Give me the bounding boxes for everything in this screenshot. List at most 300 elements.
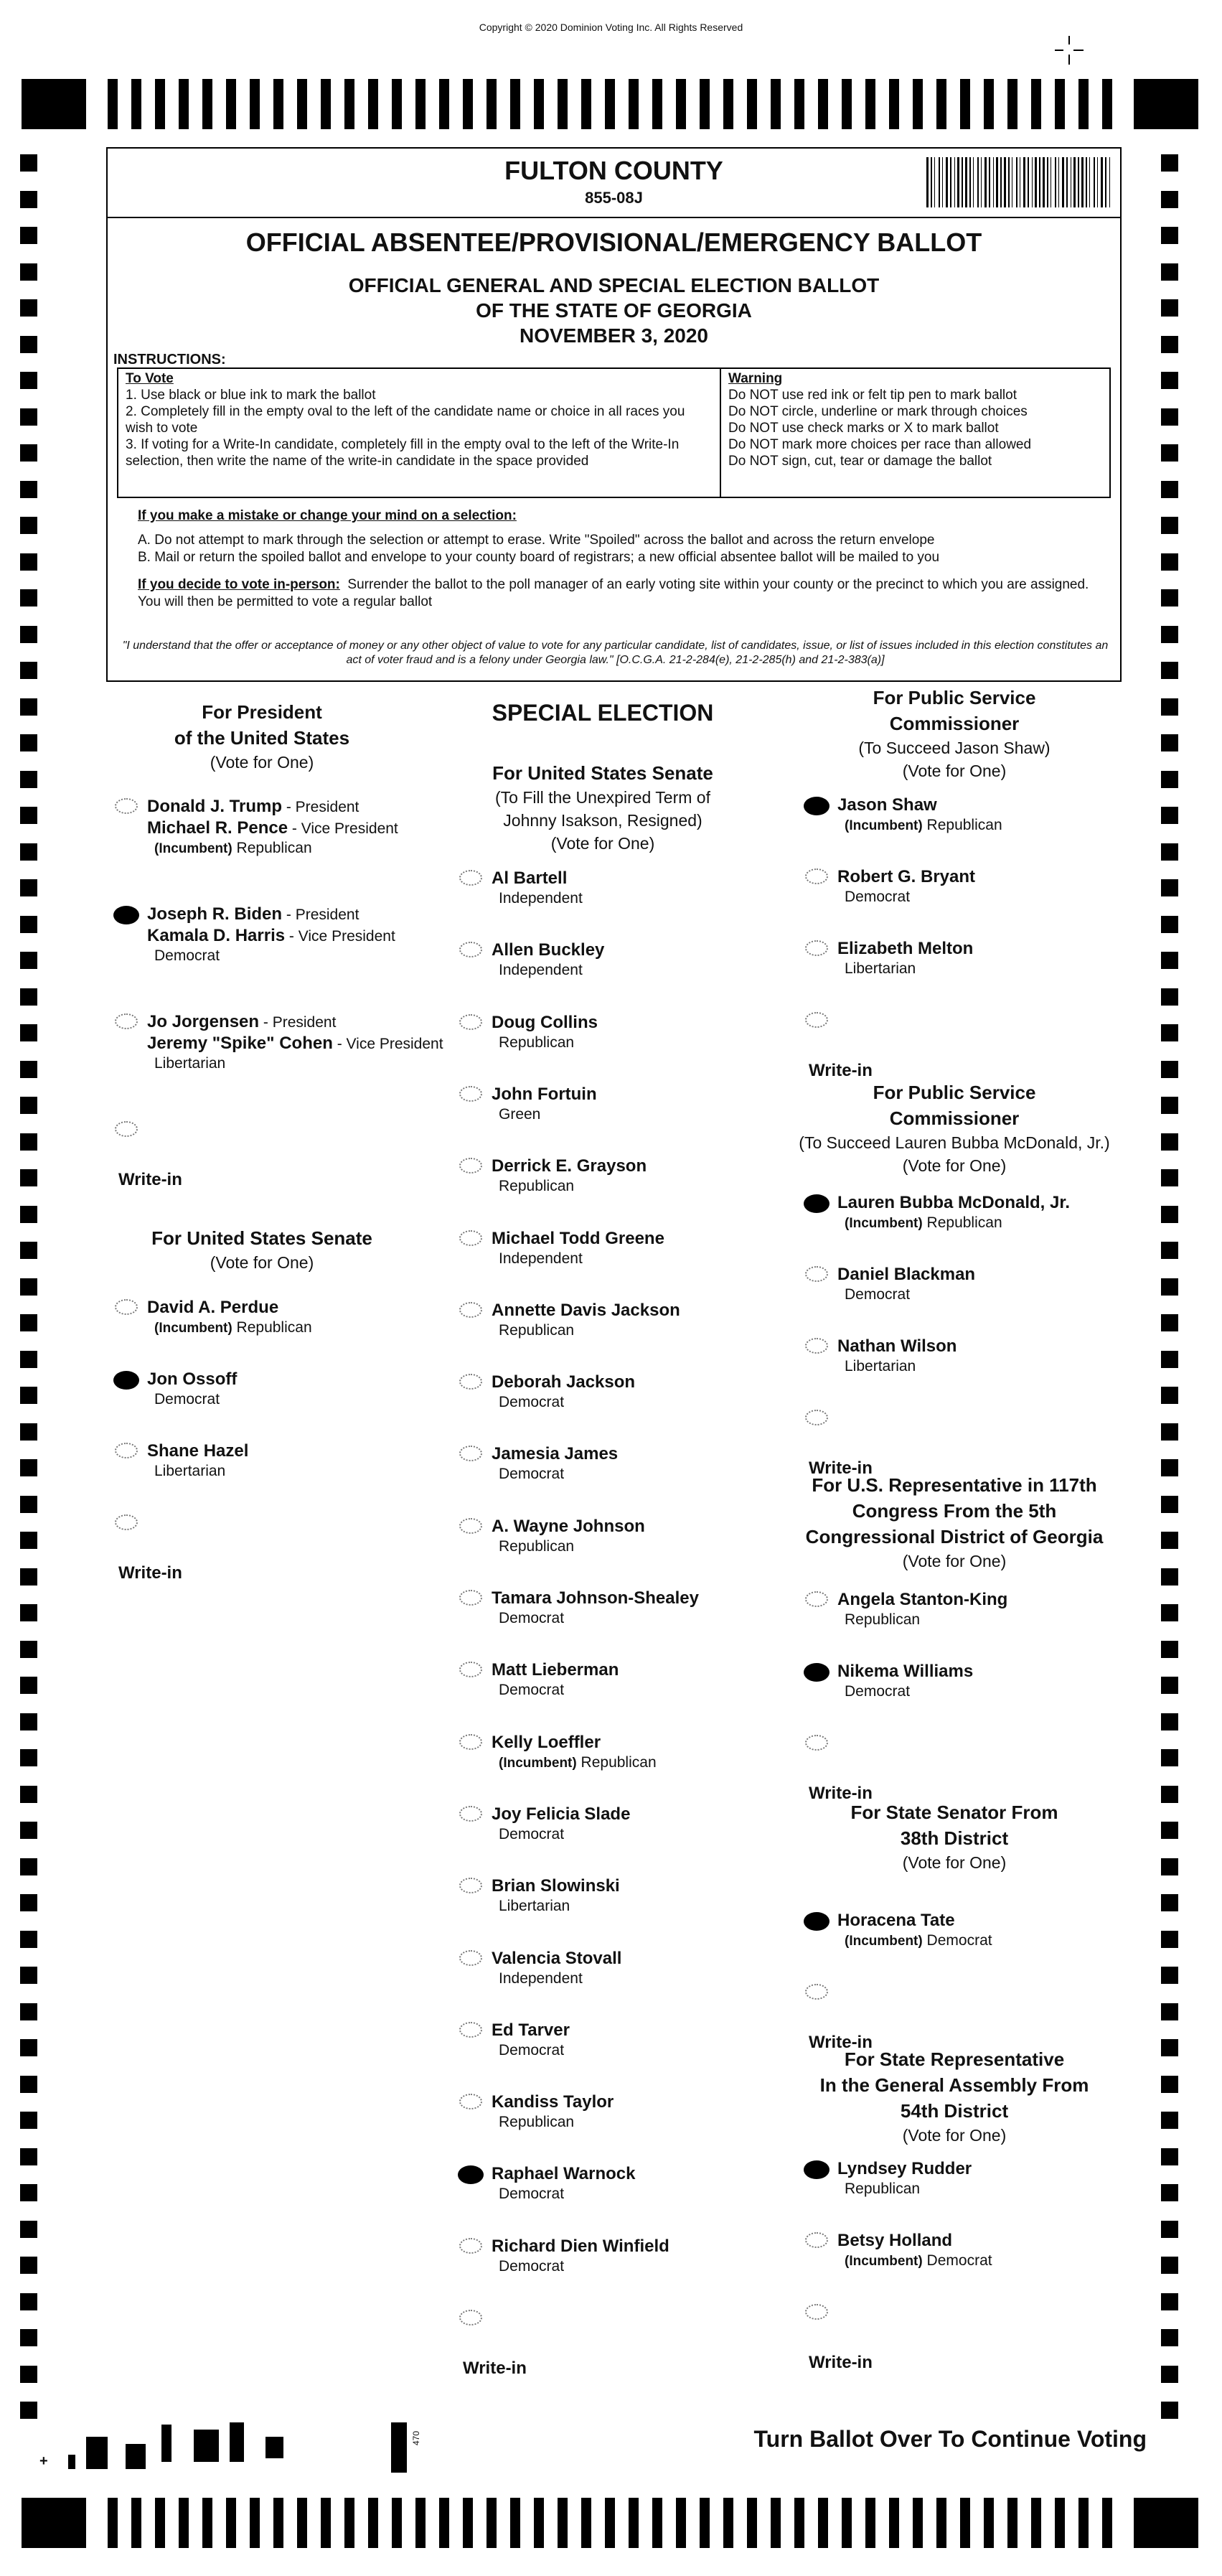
timing-mark — [889, 79, 899, 129]
vote-oval[interactable] — [113, 1371, 139, 1390]
vote-oval[interactable] — [459, 1230, 482, 1246]
candidate-name — [147, 1369, 237, 1390]
timing-square — [1161, 2329, 1178, 2346]
candidate-name-text: David A. Perdue — [147, 1298, 279, 1317]
barcode-bar — [950, 157, 951, 207]
barcode-bar — [926, 157, 929, 207]
candidate-role: - President — [282, 907, 359, 923]
race-title: Commissioner — [889, 713, 1020, 734]
candidate-name-text: Al Bartell — [492, 868, 568, 888]
in-person-heading: If you decide to vote in-person: — [138, 577, 340, 592]
vote-oval[interactable] — [459, 2022, 482, 2038]
vote-oval[interactable] — [458, 2165, 484, 2184]
timing-mark — [605, 2498, 615, 2548]
timing-square — [20, 1931, 37, 1948]
party-name: Independent — [499, 962, 583, 979]
timing-mark — [558, 79, 568, 129]
vote-oval[interactable] — [459, 2094, 482, 2109]
party-name: Republican — [232, 1319, 312, 1336]
timing-mark — [155, 2498, 165, 2548]
county-name: FULTON COUNTY — [504, 156, 723, 185]
barcode-bar — [1089, 157, 1090, 207]
candidate-name — [492, 1156, 647, 1176]
timing-square — [1161, 1024, 1178, 1041]
timing-mark — [179, 2498, 189, 2548]
timing-mark-large — [1134, 79, 1198, 129]
candidate-name — [492, 1229, 664, 1249]
candidate-name — [837, 1193, 1070, 1213]
timing-mark — [1007, 2498, 1017, 2548]
vote-oval[interactable] — [459, 1158, 482, 1174]
candidate-party — [845, 1611, 920, 1629]
candidate-party — [845, 889, 910, 906]
timing-square — [20, 771, 37, 788]
timing-square — [1161, 1568, 1178, 1586]
vote-oval[interactable] — [804, 1912, 829, 1931]
timing-mark — [960, 2498, 970, 2548]
barcode-bar — [1058, 157, 1059, 207]
ballot-style-code: 855-08J — [585, 189, 643, 207]
timing-mark — [700, 79, 710, 129]
vote-oval[interactable] — [459, 1950, 482, 1966]
timing-mark — [842, 79, 852, 129]
timing-mark — [581, 2498, 591, 2548]
party-name: Democrat — [922, 1932, 992, 1949]
timing-mark — [723, 2498, 733, 2548]
party-name: Democrat — [499, 1610, 565, 1626]
candidate-name-text: Michael Todd Greene — [492, 1228, 664, 1248]
timing-square — [1161, 2112, 1178, 2129]
timing-square — [20, 408, 37, 426]
timing-square — [20, 626, 37, 643]
timing-mark — [747, 2498, 757, 2548]
to-vote-step: 3. If voting for a Write-In candidate, completely fill in the empty oval to the left of the Write-In selection, then write the name of the write-in candidate in the space provided — [126, 437, 680, 469]
barcode-bar — [1101, 157, 1103, 207]
vote-oval[interactable] — [459, 1734, 482, 1750]
timing-square — [1161, 299, 1178, 317]
vote-oval[interactable] — [459, 1806, 482, 1822]
vote-oval[interactable] — [459, 1086, 482, 1102]
write-in-label: Write-in — [809, 2033, 873, 2052]
candidate-party — [499, 1250, 583, 1268]
timing-square — [1161, 2257, 1178, 2274]
timing-square — [1161, 698, 1178, 716]
race-instruction: (To Succeed Jason Shaw) — [858, 739, 1051, 757]
barcode-bar — [984, 157, 987, 207]
timing-square — [20, 154, 37, 172]
timing-mark — [202, 2498, 212, 2548]
mistake-step-a: A. Do not attempt to mark through the selection or attempt to erase. Write "Spoiled" across the ballot and across the return envelope — [138, 533, 935, 548]
barcode-bar — [1008, 157, 1010, 207]
party-name: Democrat — [922, 2252, 992, 2269]
vote-oval[interactable] — [115, 1299, 138, 1315]
timing-square — [1161, 662, 1178, 679]
page-mark — [86, 2437, 108, 2469]
timing-square — [1161, 2076, 1178, 2093]
candidate-party — [499, 1898, 570, 1915]
vote-oval[interactable] — [805, 1266, 828, 1282]
timing-mark-large — [22, 2498, 86, 2548]
vote-oval[interactable] — [113, 906, 139, 924]
race-instruction: (Vote for One) — [210, 1253, 314, 1272]
race-instruction: (To Fill the Unexpired Term of — [495, 788, 710, 807]
timing-square — [20, 1206, 37, 1223]
warning-item: Do NOT use red ink or felt tip pen to mark ballot — [728, 388, 1017, 403]
ballot-title: OFFICIAL ABSENTEE/PROVISIONAL/EMERGENCY BALLOT — [245, 228, 982, 257]
race-title: For Public Service — [873, 1082, 1036, 1103]
vote-oval[interactable] — [459, 2238, 482, 2254]
to-vote-step: 2. Completely fill in the empty oval to the left of the candidate name or choice in all races you wish to vote — [126, 404, 685, 436]
candidate-party — [845, 960, 916, 978]
candidate-party — [499, 1394, 564, 1411]
timing-mark — [889, 2498, 899, 2548]
candidate-name — [492, 940, 604, 960]
timing-mark — [1055, 79, 1065, 129]
page-mark — [68, 2455, 75, 2469]
barcode-bar — [977, 157, 979, 207]
barcode-bar — [1023, 157, 1025, 207]
incumbent-label: (Incumbent) — [845, 1934, 923, 1949]
write-in-oval[interactable] — [805, 1984, 828, 2000]
party-name: Libertarian — [845, 960, 916, 977]
write-in-oval[interactable] — [115, 1514, 138, 1530]
candidate-name-text: Jon Ossoff — [147, 1369, 238, 1389]
to-vote-instructions — [118, 369, 721, 497]
timing-mark — [723, 79, 733, 129]
timing-square — [1161, 1786, 1178, 1803]
barcode-bar — [1097, 157, 1098, 207]
running-mate-name-text: Michael R. Pence — [147, 818, 288, 838]
candidate-name — [492, 2020, 570, 2041]
timing-square — [1161, 444, 1178, 462]
candidate-name-text: Donald J. Trump — [147, 797, 283, 816]
race-title: Commissioner — [889, 1107, 1020, 1129]
timing-square — [20, 1786, 37, 1803]
race-instruction: (Vote for One) — [550, 834, 655, 853]
timing-mark — [629, 79, 639, 129]
timing-mark — [415, 2498, 426, 2548]
barcode-bar — [1081, 157, 1084, 207]
timing-mark — [1078, 79, 1089, 129]
timing-square — [20, 2293, 37, 2310]
running-mate-name-text: Kamala D. Harris — [147, 926, 286, 945]
write-in-label: Write-in — [118, 1563, 182, 1583]
party-name: Democrat — [499, 2186, 565, 2203]
candidate-name-text: Shane Hazel — [147, 1441, 249, 1461]
vote-oval[interactable] — [459, 1374, 482, 1390]
candidate-name — [147, 904, 359, 924]
party-name: Democrat — [154, 947, 220, 964]
mistake-step-b: B. Mail or return the spoiled ballot and envelope to your county board of registrars; a new official absentee ballot will be mailed to you — [138, 550, 940, 565]
timing-square — [20, 1749, 37, 1766]
vote-oval[interactable] — [805, 940, 828, 956]
candidate-party — [154, 1391, 220, 1408]
write-in-oval[interactable] — [805, 1735, 828, 1751]
write-in-oval[interactable] — [805, 1012, 828, 1028]
timing-square — [20, 2221, 37, 2238]
candidate-party — [499, 1970, 583, 1987]
mistake-heading: If you make a mistake or change your mind on a selection: — [138, 508, 517, 523]
barcode-bar — [962, 157, 963, 207]
candidate-name-text: Daniel Blackman — [837, 1265, 976, 1284]
timing-square — [1161, 1061, 1178, 1078]
timing-square — [1161, 1604, 1178, 1621]
barcode-bar — [1039, 157, 1040, 207]
timing-square — [20, 1024, 37, 1041]
vote-oval[interactable] — [804, 1194, 829, 1213]
candidate-name-text: Ed Tarver — [492, 2020, 570, 2040]
timing-square — [1161, 1496, 1178, 1513]
write-in-label: Write-in — [809, 1061, 873, 1080]
barcode-bar — [973, 157, 974, 207]
candidate-party — [499, 1322, 574, 1339]
barcode-bar — [934, 157, 935, 207]
running-mate-name-text: Jeremy "Spike" Cohen — [147, 1034, 333, 1053]
timing-square — [20, 299, 37, 317]
barcode-bar — [946, 157, 948, 207]
barcode-bar — [965, 157, 967, 207]
barcode-bar — [1032, 157, 1033, 207]
timing-square — [20, 444, 37, 462]
barcode-bar — [957, 157, 959, 207]
barcode-bar — [996, 157, 998, 207]
vote-oval[interactable] — [459, 870, 482, 886]
timing-mark — [747, 79, 757, 129]
bottom-timing-marks — [22, 2498, 1198, 2548]
candidate-party — [499, 1754, 657, 1771]
write-in-oval[interactable] — [805, 1410, 828, 1425]
timing-square — [20, 2003, 37, 2020]
timing-square — [20, 1532, 37, 1549]
candidate-party — [845, 1358, 916, 1375]
party-name: Republican — [499, 1321, 575, 1339]
timing-square — [1161, 843, 1178, 861]
timing-mark — [179, 79, 189, 129]
vote-oval[interactable] — [804, 2160, 829, 2179]
timing-square — [1161, 952, 1178, 969]
vote-oval[interactable] — [459, 942, 482, 957]
candidate-name-text: Betsy Holland — [837, 2231, 953, 2250]
warning-instructions — [721, 369, 1109, 500]
running-mate-name — [147, 1034, 443, 1054]
race-title: For U.S. Representative in 117th — [812, 1474, 1097, 1496]
race-instruction: (Vote for One) — [210, 753, 314, 772]
timing-square — [20, 1242, 37, 1259]
timing-mark — [463, 79, 473, 129]
candidate-name-text: Derrick E. Grayson — [492, 1156, 647, 1176]
timing-square — [1161, 2148, 1178, 2165]
timing-square — [20, 1459, 37, 1476]
candidate-name-text: John Fortuin — [492, 1084, 597, 1104]
timing-square — [1161, 1677, 1178, 1694]
timing-mark — [794, 79, 804, 129]
timing-mark — [676, 79, 686, 129]
timing-square — [20, 2184, 37, 2201]
timing-mark — [984, 79, 994, 129]
party-name: Republican — [845, 2181, 921, 2197]
vote-oval[interactable] — [115, 1443, 138, 1458]
candidate-party — [499, 1610, 564, 1627]
timing-square — [20, 698, 37, 716]
timing-square — [1161, 1133, 1178, 1151]
candidate-name-text: Valencia Stovall — [492, 1948, 622, 1968]
timing-square — [20, 2112, 37, 2129]
vote-oval[interactable] — [459, 1662, 482, 1677]
timing-mark — [1078, 2498, 1089, 2548]
timing-square — [20, 1387, 37, 1404]
timing-square — [20, 1278, 37, 1296]
warning-heading: Warning — [728, 371, 783, 386]
vote-oval[interactable] — [805, 2232, 828, 2248]
race-title: 54th District — [900, 2100, 1009, 2122]
candidate-name — [492, 1517, 645, 1537]
barcode-bar — [1055, 157, 1056, 207]
timing-mark — [605, 79, 615, 129]
timing-square — [1161, 1387, 1178, 1404]
page-mark — [230, 2422, 244, 2462]
candidate-name — [492, 1372, 635, 1392]
timing-square — [1161, 2003, 1178, 2020]
timing-square — [20, 879, 37, 896]
timing-mark — [1102, 2498, 1112, 2548]
candidate-name — [837, 867, 975, 887]
candidate-name-text: Lyndsey Rudder — [837, 2159, 972, 2178]
timing-mark — [273, 2498, 283, 2548]
party-name: Democrat — [845, 1286, 911, 1303]
left-timing-marks — [20, 154, 37, 2437]
candidate-name-text: Robert G. Bryant — [837, 867, 976, 886]
candidate-name-text: Jo Jorgensen — [147, 1012, 260, 1031]
vote-oval[interactable] — [805, 868, 828, 884]
registration-plus: + — [39, 2453, 48, 2469]
timing-square — [20, 2148, 37, 2165]
timing-mark-large — [1134, 2498, 1198, 2548]
vote-oval[interactable] — [459, 1302, 482, 1318]
timing-square — [1161, 1749, 1178, 1766]
candidate-name — [837, 795, 937, 815]
candidate-party — [499, 1178, 574, 1195]
barcode-bar — [1062, 157, 1064, 207]
timing-square — [1161, 1532, 1178, 1549]
vote-oval[interactable] — [459, 1590, 482, 1606]
barcode-bar — [931, 157, 932, 207]
write-in-oval[interactable] — [805, 2304, 828, 2320]
candidate-party — [154, 1319, 312, 1336]
timing-square — [20, 662, 37, 679]
candidate-name-text: Joseph R. Biden — [147, 904, 283, 924]
candidate-party — [499, 2186, 564, 2203]
timing-square — [20, 1133, 37, 1151]
candidate-name-text: Richard Dien Winfield — [492, 2236, 669, 2256]
race-instruction: (Vote for One) — [902, 2126, 1007, 2145]
timing-square — [20, 1061, 37, 1078]
write-in-oval[interactable] — [459, 2310, 482, 2326]
timing-mark — [439, 2498, 449, 2548]
party-name: Democrat — [499, 2257, 565, 2275]
barcode-bar — [989, 157, 990, 207]
vote-oval[interactable] — [805, 1338, 828, 1354]
candidate-party — [499, 2042, 564, 2059]
timing-mark — [344, 79, 354, 129]
timing-mark — [700, 2498, 710, 2548]
timing-square — [1161, 1423, 1178, 1441]
timing-square — [20, 481, 37, 498]
write-in-oval[interactable] — [115, 1121, 138, 1137]
candidate-name-text: A. Wayne Johnson — [492, 1516, 645, 1536]
timing-square — [20, 1894, 37, 1911]
timing-mark — [202, 79, 212, 129]
candidate-name-text: Doug Collins — [492, 1012, 598, 1032]
mistake-instructions — [138, 507, 1099, 611]
timing-mark — [273, 79, 283, 129]
ballot-header — [106, 147, 1122, 682]
timing-square — [1161, 2366, 1178, 2383]
timing-mark — [818, 79, 828, 129]
timing-mark — [842, 2498, 852, 2548]
page-mark — [161, 2425, 171, 2462]
vote-oval[interactable] — [805, 1591, 828, 1607]
timing-mark — [510, 79, 520, 129]
candidate-party — [154, 1463, 225, 1480]
timing-square — [1161, 1351, 1178, 1368]
vote-oval[interactable] — [459, 1878, 482, 1893]
party-name: Republican — [499, 1537, 575, 1555]
vote-oval[interactable] — [804, 1663, 829, 1682]
candidate-name-text: Angela Stanton-King — [837, 1590, 1008, 1609]
candidate-name — [837, 1265, 975, 1285]
candidate-name — [492, 1301, 680, 1321]
candidate-party — [499, 1538, 574, 1555]
timing-square — [1161, 734, 1178, 751]
candidate-name-text: Kandiss Taylor — [492, 2092, 614, 2112]
timing-mark — [368, 2498, 378, 2548]
incumbent-label: (Incumbent) — [845, 818, 923, 833]
timing-mark — [1007, 79, 1017, 129]
vote-oval[interactable] — [459, 1518, 482, 1534]
candidate-name-text: Brian Slowinski — [492, 1876, 620, 1896]
vote-oval[interactable] — [115, 1013, 138, 1029]
timing-square — [20, 1568, 37, 1586]
barcode-bar — [993, 157, 994, 207]
timing-square — [1161, 481, 1178, 498]
vote-oval[interactable] — [459, 1446, 482, 1461]
party-name: Republican — [499, 2114, 575, 2131]
party-name: Libertarian — [154, 1055, 226, 1072]
warning-item: Do NOT mark more choices per race than allowed — [728, 437, 1032, 452]
barcode-bar — [1028, 157, 1029, 207]
barcode-bar — [942, 157, 943, 207]
vote-oval[interactable] — [459, 1014, 482, 1030]
candidate-name — [492, 1588, 699, 1608]
timing-square — [1161, 191, 1178, 208]
vote-oval[interactable] — [804, 797, 829, 815]
timing-mark — [652, 79, 662, 129]
vote-oval[interactable] — [115, 798, 138, 814]
timing-mark — [913, 2498, 923, 2548]
candidate-name — [492, 1949, 621, 1969]
barcode-bar — [1109, 157, 1110, 207]
race-title: Congressional District of Georgia — [805, 1526, 1104, 1547]
timing-square — [20, 1351, 37, 1368]
write-in-label: Write-in — [809, 1784, 873, 1803]
timing-mark — [818, 2498, 828, 2548]
candidate-name — [492, 1804, 630, 1825]
party-name: Republican — [845, 1611, 921, 1628]
timing-square — [1161, 1206, 1178, 1223]
incumbent-label: (Incumbent) — [154, 841, 232, 856]
timing-square — [20, 2366, 37, 2383]
party-name: Republican — [232, 840, 312, 856]
